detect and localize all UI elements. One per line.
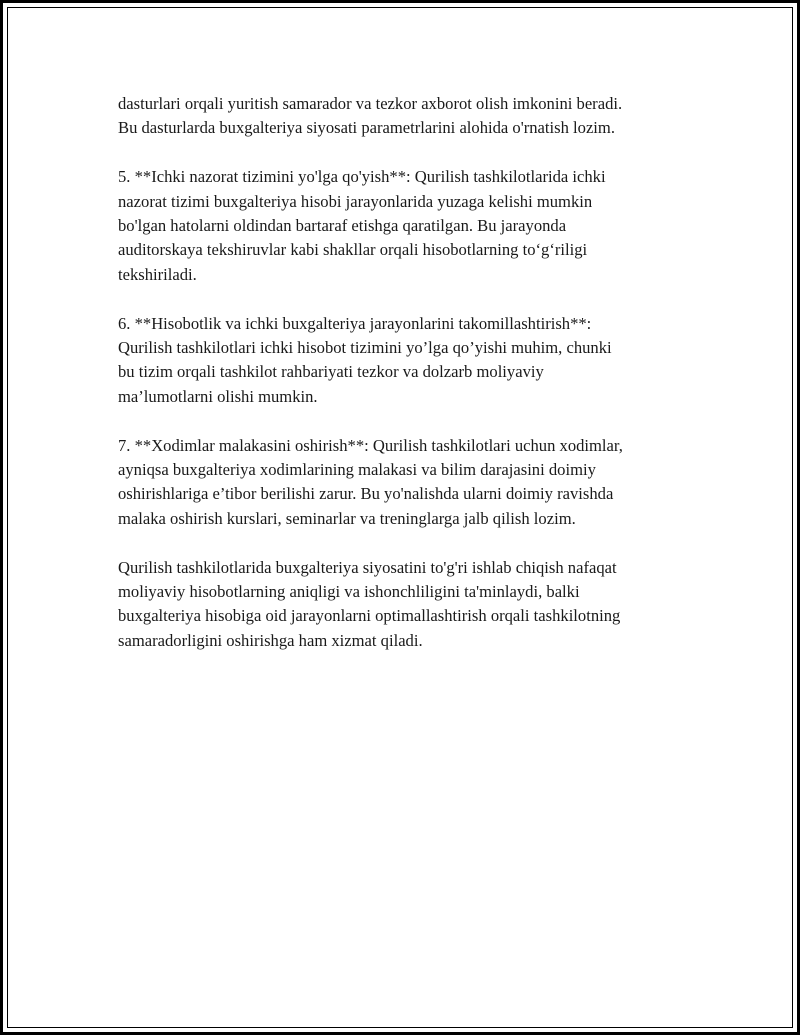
paragraph-conclusion: Qurilish tashkilotlarida buxgalteriya siyosatini to'g'ri ishlab chiqish nafaqat moliyaviy hisobotlarning aniqligi va ishonchliligini ta'minlaydi, balki buxgalteriya hisobiga oid jarayonlarni optimallashtirish orqali tashkilotning samaradorligini oshirishga ham xizmat qiladi. xyxy=(118,557,621,650)
paragraph-item-7: 7. **Xodimlar malakasini oshirish**: Qurilish tashkilotlari uchun xodimlar, ayniqsa buxgalteriya xodimlarining malakasi va bilim darajasini doimiy oshirishlariga e’tibor berilishi zarur. Bu yo'nalishda ularni doimiy ravishda malaka oshirish kurslari, seminarlar va treninglarga jalb qilish lozim. xyxy=(118,435,623,528)
document-body xyxy=(118,92,708,678)
paragraph-continuation: dasturlari orqali yuritish samarador va tezkor axborot olish imkonini beradi. Bu dasturlarda buxgalteriya siyosati parametrlarini alohida o'rnatish lozim. xyxy=(118,94,623,138)
paragraph-item-6: 6. **Hisobotlik va ichki buxgalteriya jarayonlarini takomillashtirish**: Qurilish tashkilotlari ichki hisobot tizimini yo’lga qo’yishi muhim, chunki bu tizim orqali tashkilot rahbariyati tezkor va dolzarb moliyaviy ma’lumotlarni olishi mumkin. xyxy=(118,313,612,406)
paragraph-item-5: 5. **Ichki nazorat tizimini yo'lga qo'yish**: Qurilish tashkilotlarida ichki nazorat tizimi buxgalteriya hisobi jarayonlarida yuzaga kelishi mumkin bo'lgan hatolarni oldindan bartaraf etishga qaratilgan. Bu jarayonda auditorskaya tekshiruvlar kabi shakllar orqali hisobotlarning to‘g‘riligi tekshiriladi. xyxy=(118,167,606,284)
